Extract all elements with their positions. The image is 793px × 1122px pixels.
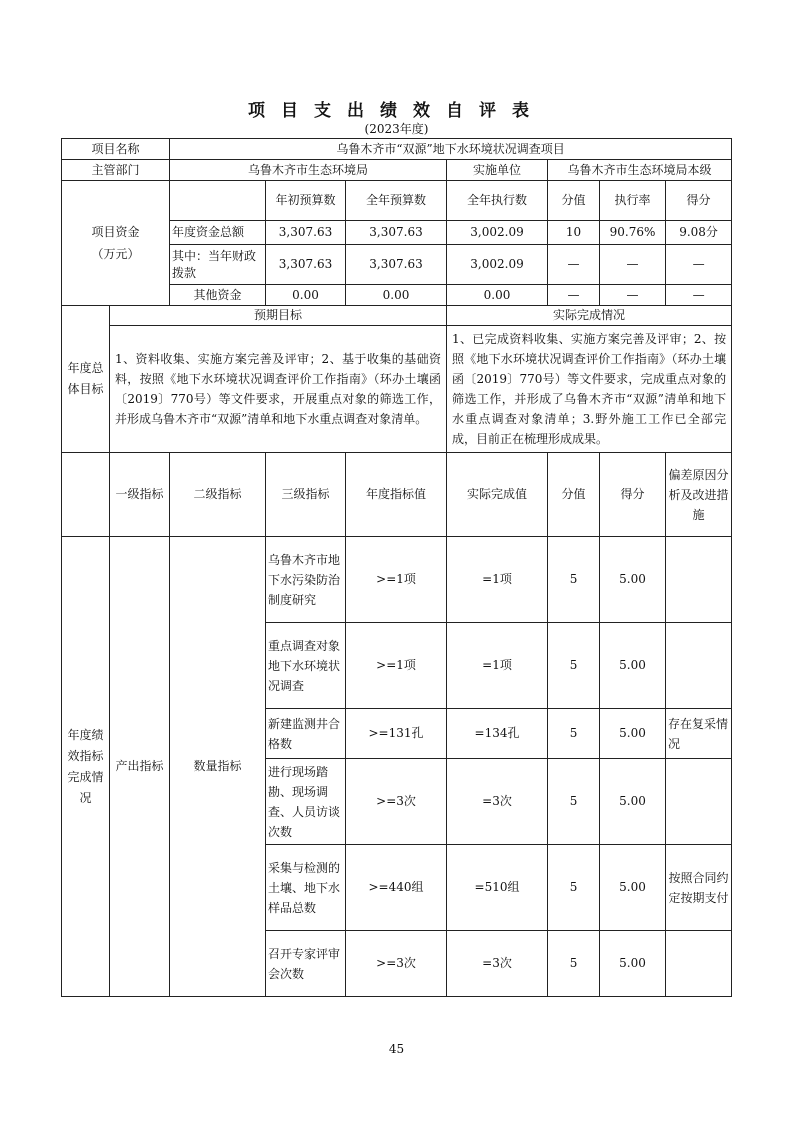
funds-cell: — bbox=[666, 245, 732, 285]
indicator-header: 二级指标 bbox=[170, 453, 266, 537]
funds-cell: — bbox=[600, 285, 666, 306]
funds-cell: 3,307.63 bbox=[346, 221, 447, 245]
goals-label: 年度总体目标 bbox=[62, 306, 110, 453]
funds-row-label: 年度资金总额 bbox=[170, 221, 266, 245]
got-score: 5.00 bbox=[600, 537, 666, 623]
indicator-header: 实际完成值 bbox=[447, 453, 548, 537]
funds-cell: 10 bbox=[548, 221, 600, 245]
page-number: 45 bbox=[388, 1042, 405, 1056]
project-name: 乌鲁木齐市“双源”地下水环境状况调查项目 bbox=[170, 139, 732, 160]
funds-row-label: 其中：当年财政拨款 bbox=[170, 245, 266, 285]
funds-label: 项目资金 （万元） bbox=[62, 181, 170, 306]
score-value: 5 bbox=[548, 709, 600, 759]
unit-value: 乌鲁木齐市生态环境局本级 bbox=[548, 160, 732, 181]
indicator-header: 一级指标 bbox=[110, 453, 170, 537]
funds-cell: 0.00 bbox=[447, 285, 548, 306]
funds-cell: 3,307.63 bbox=[266, 221, 346, 245]
dept-label: 主管部门 bbox=[62, 160, 170, 181]
funds-row-label: 其他资金 bbox=[170, 285, 266, 306]
deviation-note bbox=[666, 623, 732, 709]
document-title: 项目支出绩效自评表 bbox=[248, 101, 545, 121]
level3-indicator: 乌鲁木齐市地下水污染防治制度研究 bbox=[266, 537, 346, 623]
deviation-note: 按照合同约定按期支付 bbox=[666, 845, 732, 931]
performance-table bbox=[61, 138, 732, 997]
indicator-header: 三级指标 bbox=[266, 453, 346, 537]
funds-cell: — bbox=[548, 285, 600, 306]
funds-cell: 90.76% bbox=[600, 221, 666, 245]
funds-header: 年初预算数 bbox=[266, 181, 346, 221]
funds-header: 分值 bbox=[548, 181, 600, 221]
actual-value: =3次 bbox=[447, 931, 548, 997]
got-score: 5.00 bbox=[600, 845, 666, 931]
deviation-note bbox=[666, 537, 732, 623]
indicators-section-label: 年度绩效指标完成情况 bbox=[62, 537, 110, 997]
funds-header: 执行率 bbox=[600, 181, 666, 221]
score-value: 5 bbox=[548, 537, 600, 623]
expected-goal-text: 1、资料收集、实施方案完善及评审；2、基于收集的基础资料，按照《地下水环境状况调查评价工作指南》（环办土壤函〔2019〕770号）等文件要求，开展重点对象的筛选工作，并形成乌鲁木齐市“双源”清单和地下水重点调查对象清单。 bbox=[110, 326, 447, 453]
score-value: 5 bbox=[548, 759, 600, 845]
unit-label: 实施单位 bbox=[447, 160, 548, 181]
level3-indicator: 重点调查对象地下水环境状况调查 bbox=[266, 623, 346, 709]
funds-header: 得分 bbox=[666, 181, 732, 221]
target-value: >=1项 bbox=[346, 537, 447, 623]
indicator-header: 分值 bbox=[548, 453, 600, 537]
actual-value: =1项 bbox=[447, 623, 548, 709]
expected-goal-header: 预期目标 bbox=[110, 306, 447, 326]
actual-value: =134孔 bbox=[447, 709, 548, 759]
level2-indicator: 数量指标 bbox=[170, 537, 266, 997]
dept-value: 乌鲁木齐市生态环境局 bbox=[170, 160, 447, 181]
got-score: 5.00 bbox=[600, 623, 666, 709]
actual-result-text: 1、已完成资料收集、实施方案完善及评审；2、按照《地下水环境状况调查评价工作指南》（环办土壤函〔2019〕770号）等文件要求，完成重点对象的筛选工作，并形成了乌鲁木齐市“双源”清单和地下水重点调查对象清单；3.野外施工工作已全部完成，目前正在梳理形成成果。 bbox=[447, 326, 732, 453]
indicator-header: 偏差原因分析及改进措施 bbox=[666, 453, 732, 537]
deviation-note bbox=[666, 931, 732, 997]
funds-cell: 9.08分 bbox=[666, 221, 732, 245]
actual-value: =3次 bbox=[447, 759, 548, 845]
funds-cell: 3,002.09 bbox=[447, 245, 548, 285]
got-score: 5.00 bbox=[600, 759, 666, 845]
funds-header-blank bbox=[170, 181, 266, 221]
level3-indicator: 召开专家评审会次数 bbox=[266, 931, 346, 997]
header-blank bbox=[62, 453, 110, 537]
actual-result-header: 实际完成情况 bbox=[447, 306, 732, 326]
score-value: 5 bbox=[548, 623, 600, 709]
funds-cell: 0.00 bbox=[266, 285, 346, 306]
funds-header: 全年执行数 bbox=[447, 181, 548, 221]
level1-indicator: 产出指标 bbox=[110, 537, 170, 997]
deviation-note: 存在复采情况 bbox=[666, 709, 732, 759]
funds-cell: — bbox=[600, 245, 666, 285]
actual-value: =1项 bbox=[447, 537, 548, 623]
indicator-header: 得分 bbox=[600, 453, 666, 537]
level3-indicator: 采集与检测的土壤、地下水样品总数 bbox=[266, 845, 346, 931]
actual-value: =510组 bbox=[447, 845, 548, 931]
indicator-header: 年度指标值 bbox=[346, 453, 447, 537]
target-value: >=1项 bbox=[346, 623, 447, 709]
got-score: 5.00 bbox=[600, 709, 666, 759]
got-score: 5.00 bbox=[600, 931, 666, 997]
funds-cell: 3,307.63 bbox=[266, 245, 346, 285]
document-year: (2023年度) bbox=[364, 122, 429, 136]
funds-cell: — bbox=[666, 285, 732, 306]
funds-cell: 0.00 bbox=[346, 285, 447, 306]
target-value: >=440组 bbox=[346, 845, 447, 931]
funds-header: 全年预算数 bbox=[346, 181, 447, 221]
target-value: >=3次 bbox=[346, 759, 447, 845]
level3-indicator: 新建监测井合格数 bbox=[266, 709, 346, 759]
deviation-note bbox=[666, 759, 732, 845]
funds-cell: 3,307.63 bbox=[346, 245, 447, 285]
target-value: >=3次 bbox=[346, 931, 447, 997]
project-name-label: 项目名称 bbox=[62, 139, 170, 160]
funds-cell: 3,002.09 bbox=[447, 221, 548, 245]
score-value: 5 bbox=[548, 845, 600, 931]
funds-cell: — bbox=[548, 245, 600, 285]
score-value: 5 bbox=[548, 931, 600, 997]
target-value: >=131孔 bbox=[346, 709, 447, 759]
level3-indicator: 进行现场踏勘、现场调查、人员访谈次数 bbox=[266, 759, 346, 845]
